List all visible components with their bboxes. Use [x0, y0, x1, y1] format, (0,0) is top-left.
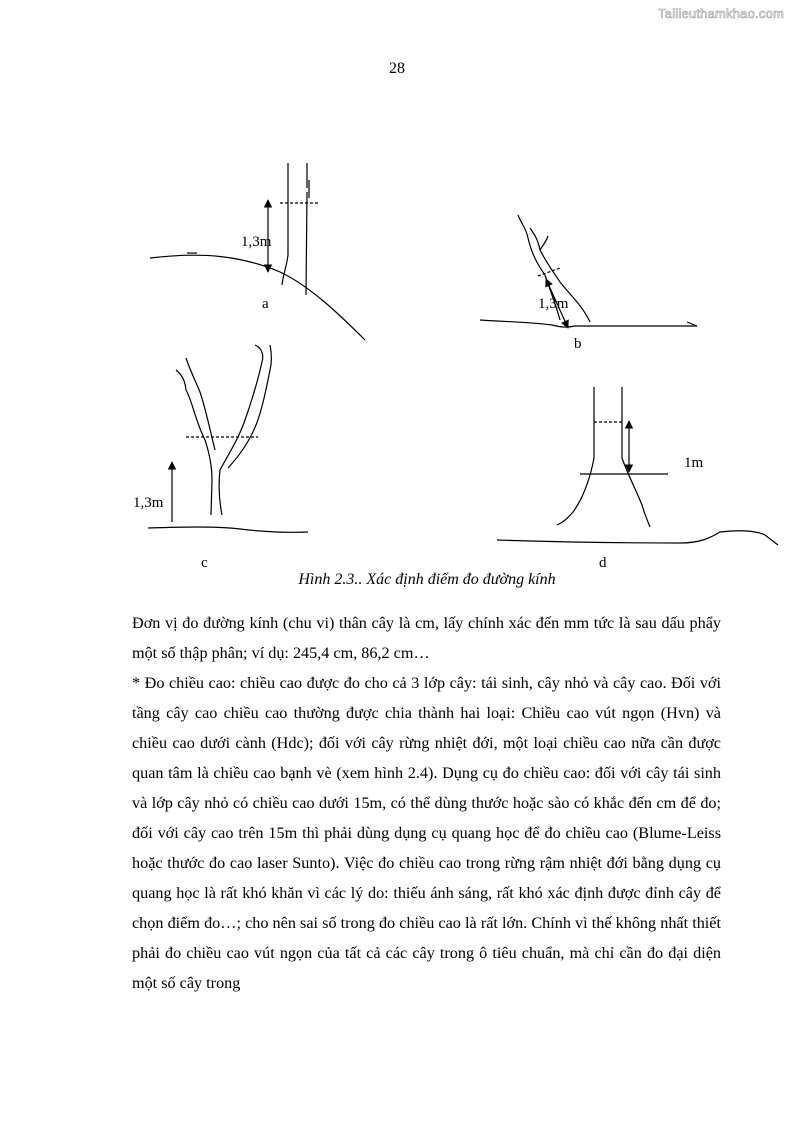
paragraph: * Đo chiều cao: chiều cao được đo cho cả 3 lớp cây: tái sinh, cây nhỏ và cây cao. Đối với tầng cây cao chiều cao thường được chia thành hai loại: Chiều cao vút ngọn (Hvn) và chiều cao dưới cành (Hdc); đối với cây rừng nhiệt đới, một loại chiều cao nữa cần được quan tâm là chiều cao bạnh vè (xem hình 2.4). Dụng cụ đo chiều cao: đối với cây tái sinh và lớp cây nhỏ có chiều cao dưới 15m, có thể dùng thước hoặc sào có khắc đến cm để đo; đối với cây cao trên 15m thì phải dùng dụng cụ quang học để đo chiều cao (Blume-Leiss hoặc thước đo cao laser Sunto). Việc đo chiều cao trong rừng rậm nhiệt đới bằng dụng cụ quang học là rất khó khăn vì các lý do: thiếu ánh sáng, rất khó xác định được đỉnh cây để chọn điểm đo…; cho nên sai số trong đo chiều cao là rất lớn. Chính vì thế không nhất thiết phải đo chiều cao vút ngọn của tất cả các cây trong ô tiêu chuẩn, mà chỉ cần đo đại diện một số cây trong — [132, 674, 721, 992]
tree-trunk-left — [282, 163, 288, 285]
panel-label-c: c — [201, 555, 208, 571]
slope-ground-line — [150, 255, 365, 340]
ground-line — [480, 320, 697, 327]
watermark: Tailieuthamkhao.com — [658, 6, 784, 21]
tree-trunk-right — [306, 163, 309, 295]
figure-caption: Hình 2.3.. Xác định điểm đo đường kính — [298, 571, 556, 588]
ground-line — [497, 531, 778, 545]
tree-trunk-left — [176, 370, 212, 515]
tree-branch-left — [186, 358, 215, 450]
ground-line — [148, 527, 308, 532]
tree-branch — [540, 236, 548, 250]
panel-c-diagram — [148, 345, 308, 532]
panel-b-diagram — [480, 215, 697, 328]
tree-trunk-right — [622, 387, 650, 527]
panel-label-d: d — [599, 555, 607, 571]
height-label-c: 1,3m — [133, 495, 164, 511]
tree-trunk-left — [557, 387, 594, 525]
page-number: 28 — [389, 60, 405, 77]
body-text — [132, 608, 721, 998]
height-label-b: 1,3m — [538, 296, 569, 312]
paragraph: Đơn vị đo đường kính (chu vi) thân cây là cm, lấy chính xác đến mm tức là sau dấu phẩy một số thập phân; ví dụ: 245,4 cm, 86,2 cm… — [132, 614, 721, 662]
height-label-d: 1m — [684, 455, 704, 471]
panel-label-a: a — [262, 296, 269, 312]
tree-trunk-right — [219, 345, 263, 515]
height-label-a: 1,3m — [241, 234, 272, 250]
panel-label-b: b — [574, 336, 582, 352]
panel-a-diagram — [150, 163, 365, 340]
panel-d-diagram — [497, 387, 778, 545]
